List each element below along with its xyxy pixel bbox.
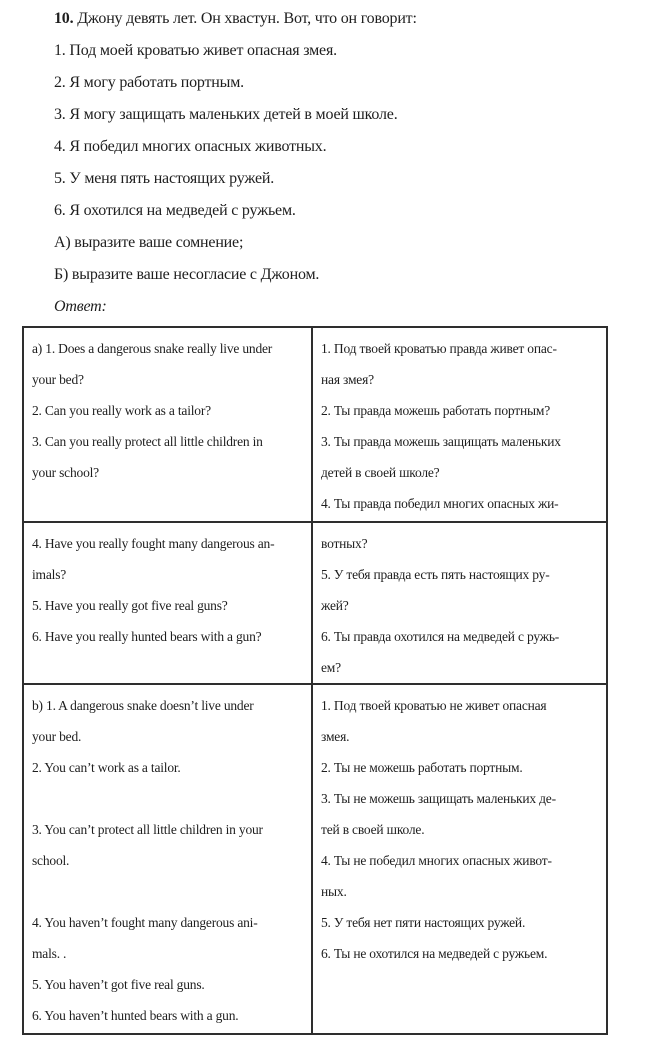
text-line: А) выразите ваше сомнение; [54, 234, 244, 251]
text-line: mals. . [32, 946, 67, 961]
text-line: жей? [321, 598, 349, 613]
text-line: 4. You haven’t fought many dangerous ani- [32, 915, 258, 930]
text-line: 2. Can you really work as a tailor? [32, 403, 211, 418]
text-line: 4. Ты не победил многих опасных живот- [321, 853, 552, 868]
text-line: your bed? [32, 372, 84, 387]
text-line: 2. Я могу работать портным. [54, 74, 244, 91]
text-line: 3. Can you really protect all little children in [32, 434, 263, 449]
russian-cell [312, 522, 607, 684]
text-line: 2. Ты не можешь работать портным. [321, 760, 523, 775]
text-line: 6. Я охотился на медведей с ружьем. [54, 202, 296, 219]
text-line: 4. Have you really fought many dangerous an- [32, 536, 275, 551]
text-line: 1. Под твоей кроватью не живет опасная [321, 698, 547, 713]
answer-label: Ответ: [54, 298, 107, 315]
text-line: your school? [32, 465, 99, 480]
russian-cell [312, 684, 607, 1034]
text-line: school. [32, 853, 70, 868]
text-line: детей в своей школе? [321, 465, 440, 480]
answer-table [22, 326, 608, 1035]
text-line: 2. Ты правда можешь работать портным? [321, 403, 550, 418]
statement-list [54, 35, 628, 227]
text-line: тей в своей школе. [321, 822, 425, 837]
text-line: Б) выразите ваше несогласие с Джоном. [54, 266, 320, 283]
text-line: ем? [321, 660, 341, 675]
text-line: 6. You haven’t hunted bears with a gun. [32, 1008, 239, 1023]
text-line: ная змея? [321, 372, 374, 387]
task-list [54, 227, 628, 291]
text-line: your bed. [32, 729, 82, 744]
text-line: b) 1. A dangerous snake doesn’t live under [32, 698, 254, 713]
text-line: 3. Я могу защищать маленьких детей в моей школе. [54, 106, 398, 123]
text-line: ных. [321, 884, 347, 899]
text-line: 5. You haven’t got five real guns. [32, 977, 205, 992]
text-line: imals? [32, 567, 67, 582]
table-row [23, 522, 607, 684]
english-cell [23, 327, 312, 522]
text-line: 4. Ты правда победил многих опасных жи- [321, 496, 559, 511]
text-line: 5. У тебя нет пяти настоящих ружей. [321, 915, 526, 930]
text-line: 6. Have you really hunted bears with a gun? [32, 629, 262, 644]
russian-cell [312, 327, 607, 522]
english-cell [23, 522, 312, 684]
text-line: 1. Под моей кроватью живет опасная змея. [54, 42, 337, 59]
english-cell [23, 684, 312, 1034]
text-line [32, 783, 306, 814]
text-line: 1. Под твоей кроватью правда живет опас- [321, 341, 557, 356]
table-row [23, 327, 607, 522]
text-line: 3. You can’t protect all little children in your [32, 822, 263, 837]
text-line: 5. У меня пять настоящих ружей. [54, 170, 275, 187]
text-line [32, 876, 306, 907]
text-line: 6. Ты не охотился на медведей с ружьем. [321, 946, 548, 961]
text-line: 4. Я победил многих опасных животных. [54, 138, 327, 155]
exercise-statement-block [0, 3, 648, 323]
text-line: 3. Ты не можешь защищать маленьких де- [321, 791, 556, 806]
text-line: вотных? [321, 536, 368, 551]
text-line: змея. [321, 729, 350, 744]
exercise-intro [54, 3, 628, 35]
text-line: 6. Ты правда охотился на медведей с ружь- [321, 629, 560, 644]
exercise-intro-text: Джону девять лет. Он хвастун. Вот, что он говорит: [77, 10, 417, 27]
text-line: 2. You can’t work as a tailor. [32, 760, 181, 775]
text-line: 5. У тебя правда есть пять настоящих ру- [321, 567, 550, 582]
exercise-number: 10. [54, 10, 74, 27]
text-line: a) 1. Does a dangerous snake really live under [32, 341, 273, 356]
table-row [23, 684, 607, 1034]
text-line: 5. Have you really got five real guns? [32, 598, 228, 613]
text-line: 3. Ты правда можешь защищать маленьких [321, 434, 561, 449]
